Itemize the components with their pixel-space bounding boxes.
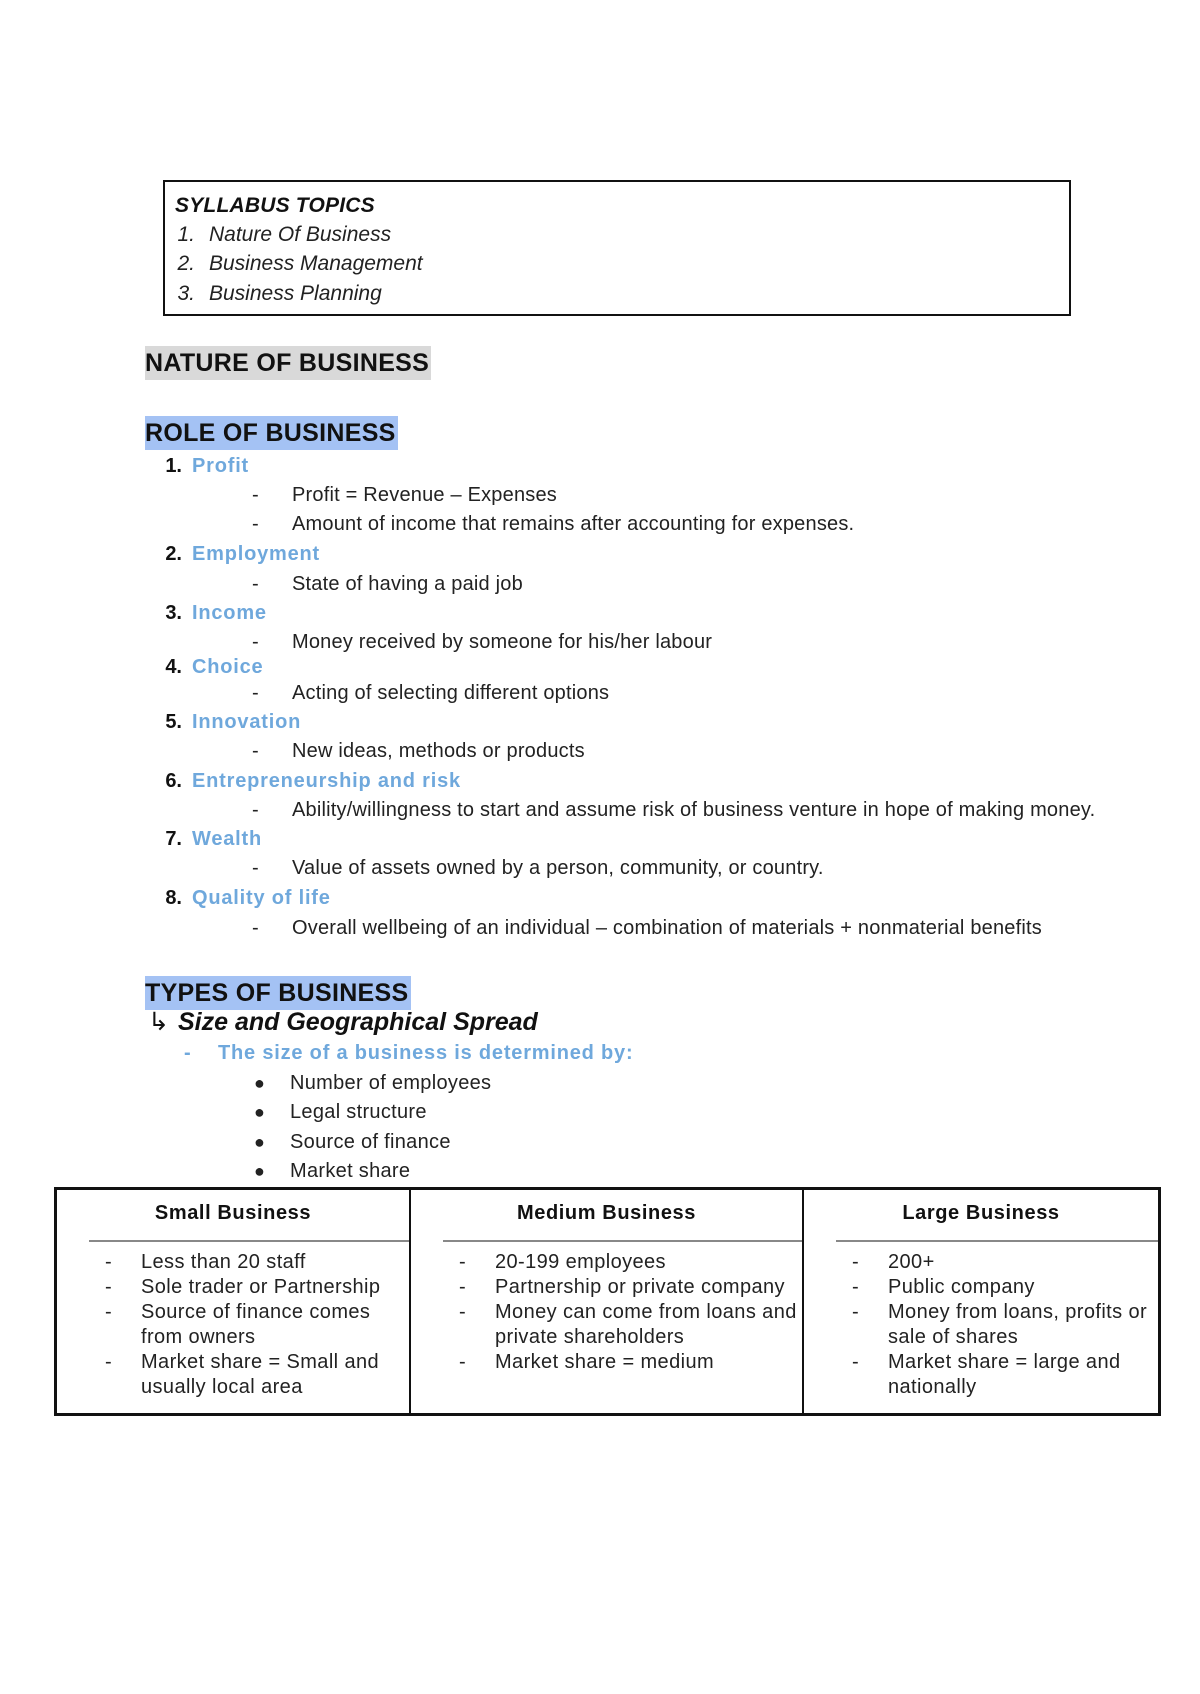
dash-marker: - (252, 484, 259, 506)
list-item-text: 200+ (888, 1251, 935, 1273)
role-item-point (252, 917, 1042, 940)
dash-marker: - (252, 513, 259, 535)
role-item (152, 887, 331, 910)
role-item (152, 602, 267, 625)
role-item-title: Income (192, 602, 267, 624)
list-item (411, 1300, 802, 1350)
role-item-title: Employment (192, 543, 321, 565)
list-item-text: Source of finance comes from owners (141, 1301, 371, 1348)
size-factor-text: Legal structure (290, 1101, 427, 1123)
size-factor-text: Source of finance (290, 1131, 451, 1153)
column-divider (836, 1240, 1158, 1242)
role-point-text: Amount of income that remains after accounting for expenses. (292, 513, 855, 535)
role-item-title: Entrepreneurship and risk (192, 770, 461, 792)
syllabus-item (165, 282, 382, 306)
list-item (57, 1250, 409, 1275)
list-item (804, 1250, 1158, 1275)
dash-marker: - (459, 1276, 467, 1298)
dash-marker: - (105, 1351, 113, 1373)
subheading-text: Size and Geographical Spread (178, 1008, 538, 1036)
medium-business-column (410, 1189, 803, 1415)
list-item (411, 1250, 802, 1275)
syllabus-item-number: 1. (177, 223, 195, 246)
dash-marker: - (105, 1276, 113, 1298)
size-factor-text: Market share (290, 1160, 411, 1182)
size-intro (184, 1042, 633, 1065)
bullet-icon: ● (254, 1132, 266, 1152)
list-item (411, 1275, 802, 1300)
size-factor (254, 1131, 451, 1154)
role-item-number: 2. (165, 543, 182, 565)
bullet-icon: ● (254, 1161, 266, 1181)
column-list (57, 1250, 409, 1400)
dash-marker: - (252, 799, 259, 821)
syllabus-item-label: Nature Of Business (209, 223, 392, 246)
dash-marker: - (252, 857, 259, 879)
dash-marker: - (459, 1351, 467, 1373)
list-item (804, 1275, 1158, 1300)
role-item-number: 5. (165, 711, 182, 733)
role-point-text: State of having a paid job (292, 573, 523, 595)
role-item-number: 3. (165, 602, 182, 624)
role-item (152, 828, 262, 851)
list-item-text: 20-199 employees (495, 1251, 666, 1273)
dash-marker: - (184, 1042, 192, 1064)
types-of-business-heading: TYPES OF BUSINESS (145, 976, 411, 1010)
size-factor-text: Number of employees (290, 1072, 492, 1094)
role-of-business-heading: ROLE OF BUSINESS (145, 416, 398, 450)
role-item (152, 656, 263, 679)
role-item-number: 1. (165, 455, 182, 477)
syllabus-item-label: Business Planning (209, 282, 382, 305)
role-item (152, 711, 301, 734)
role-item-point (252, 513, 854, 536)
bullet-icon: ● (254, 1102, 266, 1122)
dash-marker: - (459, 1301, 467, 1323)
business-size-table (54, 1187, 1161, 1416)
list-item (804, 1300, 1158, 1350)
role-item-point (252, 857, 824, 880)
role-point-text: Ability/willingness to start and assume risk of business venture in hope of making money. (292, 799, 1096, 821)
dash-marker: - (252, 631, 259, 653)
dash-marker: - (852, 1351, 860, 1373)
size-factor (254, 1072, 491, 1095)
role-item-point (252, 740, 585, 763)
role-item-point (252, 799, 1095, 822)
role-item (152, 543, 320, 566)
small-business-column (56, 1189, 411, 1415)
syllabus-item-number: 3. (177, 282, 195, 305)
role-item-point (252, 631, 712, 654)
role-point-text: Overall wellbeing of an individual – combination of materials + nonmaterial benefits (292, 917, 1042, 939)
column-heading: Small Business (154, 1202, 312, 1224)
role-point-text: Acting of selecting different options (292, 682, 610, 704)
column-list (804, 1250, 1158, 1400)
size-factor (254, 1160, 410, 1183)
dash-marker: - (852, 1276, 860, 1298)
size-factor (254, 1101, 427, 1124)
list-item-text: Market share = large and nationally (888, 1351, 1121, 1398)
list-item-text: Partnership or private company (495, 1276, 785, 1298)
syllabus-item-number: 2. (177, 252, 195, 275)
role-item-title: Quality of life (192, 887, 331, 909)
dash-marker: - (252, 573, 259, 595)
column-heading: Large Business (902, 1202, 1060, 1224)
list-item-text: Less than 20 staff (141, 1251, 306, 1273)
role-item-title: Choice (192, 656, 264, 678)
syllabus-item (165, 223, 391, 247)
list-item-text: Money can come from loans and private shareholders (495, 1301, 797, 1348)
dash-marker: - (105, 1301, 113, 1323)
size-intro-text: The size of a business is determined by: (218, 1042, 634, 1064)
role-item-number: 7. (165, 828, 182, 850)
size-geographical-subheading (148, 1007, 538, 1037)
list-item (57, 1275, 409, 1300)
role-point-text: Money received by someone for his/her labour (292, 631, 713, 653)
dash-marker: - (459, 1251, 467, 1273)
syllabus-title: SYLLABUS TOPICS (175, 194, 375, 217)
role-item (152, 455, 249, 478)
list-item-text: Sole trader or Partnership (141, 1276, 381, 1298)
column-list (411, 1250, 802, 1375)
role-item-point (252, 484, 557, 507)
dash-marker: - (252, 682, 259, 704)
list-item-text: Public company (888, 1276, 1035, 1298)
large-business-column (803, 1189, 1160, 1415)
column-divider (89, 1240, 409, 1242)
role-item (152, 770, 461, 793)
arrow-icon: ↳ (148, 1008, 169, 1036)
syllabus-box (163, 180, 1071, 316)
dash-marker: - (852, 1301, 860, 1323)
dash-marker: - (252, 917, 259, 939)
syllabus-item-label: Business Management (209, 252, 423, 275)
role-item-number: 8. (165, 887, 182, 909)
role-item-title: Innovation (192, 711, 302, 733)
role-item-number: 6. (165, 770, 182, 792)
role-point-text: Profit = Revenue – Expenses (292, 484, 557, 506)
column-heading: Medium Business (516, 1202, 697, 1224)
list-item-text: Money from loans, profits or sale of shares (888, 1301, 1148, 1348)
list-item (411, 1350, 802, 1375)
list-item (57, 1350, 409, 1400)
role-item-number: 4. (165, 656, 182, 678)
nature-of-business-heading: NATURE OF BUSINESS (145, 346, 431, 380)
list-item-text: Market share = Small and usually local area (141, 1351, 380, 1398)
role-item-point (252, 682, 609, 705)
role-item-title: Wealth (192, 828, 262, 850)
role-point-text: Value of assets owned by a person, community, or country. (292, 857, 824, 879)
column-divider (443, 1240, 802, 1242)
list-item (57, 1300, 409, 1350)
dash-marker: - (252, 740, 259, 762)
role-point-text: New ideas, methods or products (292, 740, 585, 762)
bullet-icon: ● (254, 1073, 266, 1093)
list-item-text: Market share = medium (495, 1351, 715, 1373)
dash-marker: - (105, 1251, 113, 1273)
list-item (804, 1350, 1158, 1400)
role-item-point (252, 573, 523, 596)
dash-marker: - (852, 1251, 860, 1273)
role-item-title: Profit (192, 455, 250, 477)
syllabus-item (165, 252, 423, 276)
